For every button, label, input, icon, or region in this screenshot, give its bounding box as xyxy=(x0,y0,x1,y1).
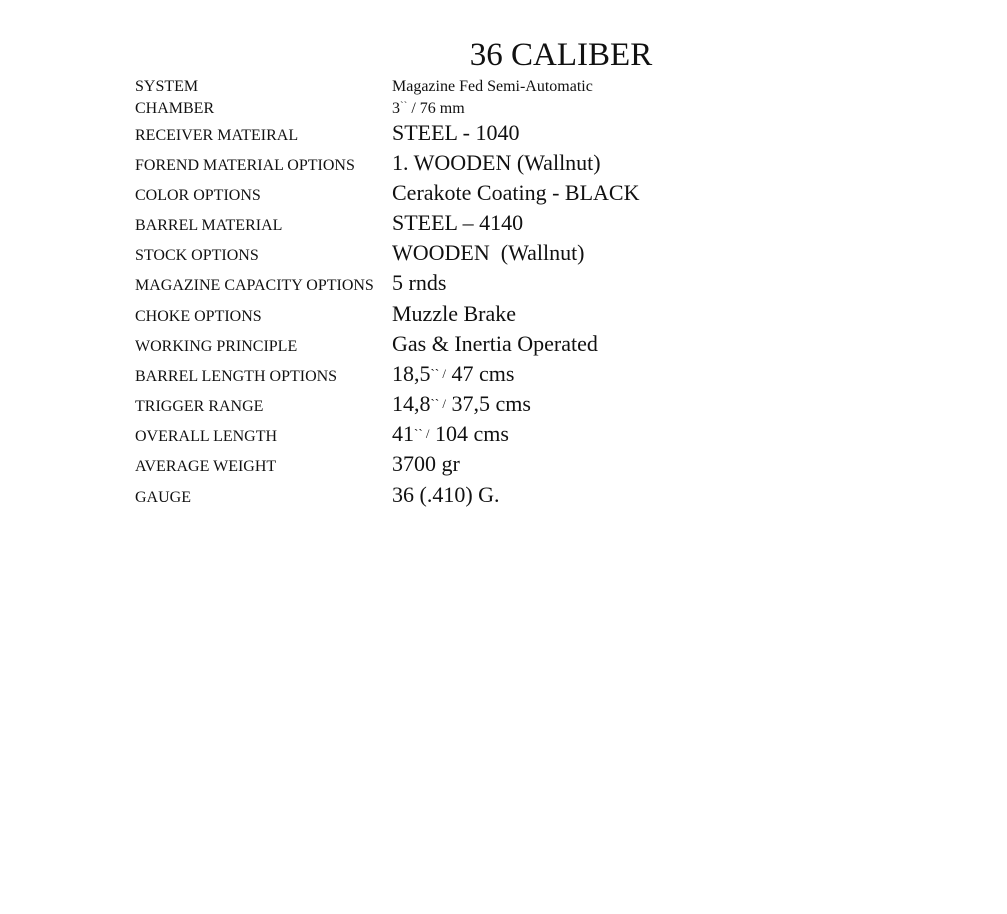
spec-value: 5 rnds xyxy=(392,270,447,295)
spec-row-gauge xyxy=(135,484,755,508)
spec-label: WORKING PRINCIPLE xyxy=(135,338,298,355)
spec-value: Magazine Fed Semi-Automatic xyxy=(392,78,593,95)
spec-value: 3700 gr xyxy=(392,451,460,476)
spec-label: STOCK OPTIONS xyxy=(135,247,259,264)
spec-label: CHOKE OPTIONS xyxy=(135,308,262,325)
spec-row-stock-options xyxy=(135,242,755,266)
spec-value xyxy=(392,391,531,417)
spec-label: BARREL LENGTH OPTIONS xyxy=(135,368,338,385)
spec-row-forend-material xyxy=(135,152,755,176)
spec-label: AVERAGE WEIGHT xyxy=(135,458,277,475)
spec-row-average-weight xyxy=(135,453,755,477)
spec-value-mark: `` / xyxy=(414,426,430,441)
spec-value: STEEL – 4140 xyxy=(392,210,524,235)
spec-label: SYSTEM xyxy=(135,78,199,95)
spec-row-system xyxy=(135,73,755,97)
spec-value-rest: / 76 mm xyxy=(407,100,465,117)
spec-row-barrel-material xyxy=(135,212,755,236)
spec-value: Cerakote Coating - BLACK xyxy=(392,180,640,205)
spec-value: Gas & Inertia Operated xyxy=(392,331,598,356)
page-title: 36 CALIBER xyxy=(469,37,653,73)
spec-value xyxy=(392,421,509,447)
spec-label: RECEIVER MATEIRAL xyxy=(135,127,299,144)
spec-value: WOODEN (Wallnut) xyxy=(392,240,585,265)
spec-value: STEEL - 1040 xyxy=(392,120,520,145)
spec-label: OVERALL LENGTH xyxy=(135,428,278,445)
spec-value-rest: 47 cms xyxy=(446,361,515,386)
spec-row-chamber xyxy=(135,95,755,119)
spec-value xyxy=(392,96,465,119)
spec-row-trigger-range xyxy=(135,393,755,417)
spec-label: GAUGE xyxy=(135,489,191,506)
spec-value-mark: `` xyxy=(400,100,408,112)
spec-row-overall-length xyxy=(135,423,755,447)
spec-value xyxy=(392,361,514,387)
spec-value-main: 41 xyxy=(392,421,414,446)
spec-value-rest: 37,5 cms xyxy=(446,391,531,416)
spec-row-magazine-capacity xyxy=(135,272,755,296)
spec-value-rest: 104 cms xyxy=(429,421,509,446)
spec-label: CHAMBER xyxy=(135,100,215,117)
spec-value-mark: `` / xyxy=(430,366,447,381)
spec-value-main: 18,5 xyxy=(392,361,431,386)
spec-value-main: 3 xyxy=(392,100,400,117)
spec-row-working-principle xyxy=(135,333,755,357)
spec-row-barrel-length xyxy=(135,363,755,387)
spec-label: COLOR OPTIONS xyxy=(135,187,261,204)
spec-label: BARREL MATERIAL xyxy=(135,217,283,234)
spec-row-color-options xyxy=(135,182,755,206)
spec-row-choke-options xyxy=(135,303,755,327)
spec-label: MAGAZINE CAPACITY OPTIONS xyxy=(135,277,374,294)
spec-label: FOREND MATERIAL OPTIONS xyxy=(135,157,355,174)
spec-value-mark: `` / xyxy=(430,396,447,411)
spec-value-main: 14,8 xyxy=(392,391,431,416)
spec-value: 36 (.410) G. xyxy=(392,482,500,507)
spec-row-receiver-material xyxy=(135,122,755,146)
spec-value: Muzzle Brake xyxy=(392,301,516,326)
spec-value: 1. WOODEN (Wallnut) xyxy=(392,150,601,175)
spec-label: TRIGGER RANGE xyxy=(135,398,264,415)
